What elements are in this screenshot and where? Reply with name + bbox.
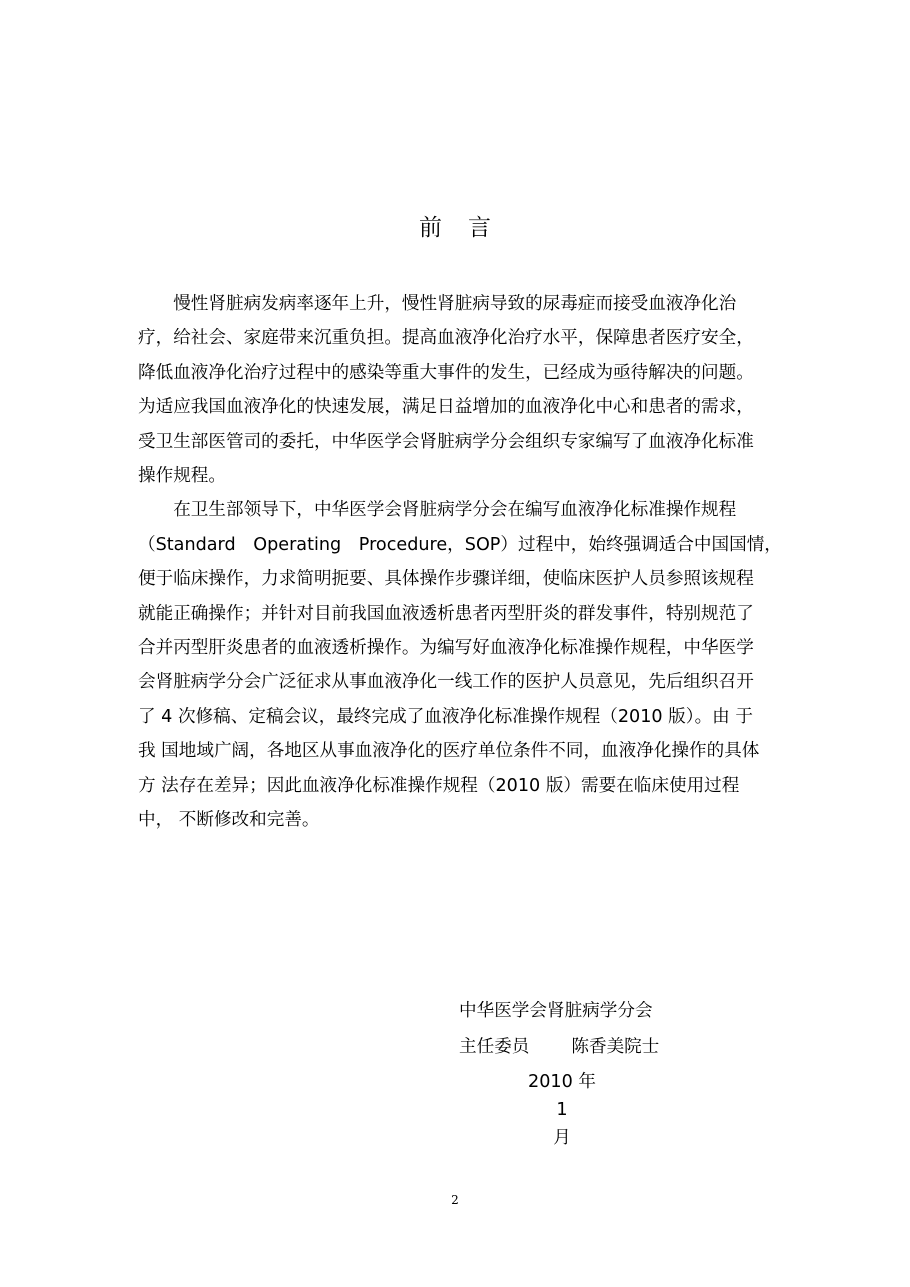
text-line: 我 国地域广阔，各地区从事血液净化的医疗单位条件不同，血液净化操作的具体 (138, 741, 760, 762)
date-line-2: 月 (553, 1128, 571, 1148)
chair-name: 陈香美院士 (571, 1037, 660, 1057)
date-line-1: 2010 年 1 (528, 1072, 596, 1120)
text-line: 了 4 次修稿、定稿会议，最终完成了血液净化标准操作规程（2010 版）。由 于 (138, 706, 753, 727)
text-line: 就能正确操作；并针对目前我国血液透析患者丙型肝炎的群发事件，特别规范了 (138, 603, 754, 624)
text-line: 中， 不断修改和完善。 (138, 810, 320, 831)
title-char-2: 言 (468, 215, 491, 241)
text-line: 为适应我国血液净化的快速发展，满足日益增加的血液净化中心和患者的需求， (138, 397, 754, 418)
title-char-1: 前 (419, 215, 442, 241)
page-title (0, 208, 910, 248)
paragraph-1 (138, 287, 786, 493)
text-line: 会肾脏病学分会广泛征求从事血液净化一线工作的医护人员意见，先后组织召开 (138, 672, 754, 693)
text-line: 合并丙型肝炎患者的血液透析操作。为编写好血液净化标准操作规程，中华医学 (138, 638, 754, 659)
text-line: 受卫生部医管司的委托，中华医学会肾脏病学分会组织专家编写了血液净化标准 (138, 431, 754, 452)
page-number: 2 (451, 1193, 459, 1207)
text-line: 方 法存在差异；因此血液净化标准操作规程（2010 版）需要在临床使用过程 (138, 775, 740, 796)
text-line: 疗，给社会、家庭带来沉重负担。提高血液净化治疗水平，保障患者医疗安全， (138, 328, 754, 349)
paragraph-2 (138, 493, 786, 837)
chair-role: 主任委员 (459, 1037, 530, 1057)
text-line: （Standard Operating Procedure，SOP）过程中，始终强调适合中国国情， (138, 534, 782, 555)
text-line: 慢性肾脏病发病率逐年上升，慢性肾脏病导致的尿毒症而接受血液净化治 (138, 294, 737, 314)
signature-organization: 中华医学会肾脏病学分会 (459, 1001, 653, 1021)
text-line: 降低血液净化治疗过程中的感染等重大事件的发生，已经成为亟待解决的问题。 (138, 362, 754, 383)
text-line: 操作规程。 (138, 466, 226, 487)
text-line: 在卫生部领导下，中华医学会肾脏病学分会在编写血液净化标准操作规程 (138, 500, 737, 521)
text-line: 便于临床操作，力求简明扼要、具体操作步骤详细，使临床医护人员参照该规程 (138, 569, 754, 590)
signature-chair (459, 1030, 669, 1064)
signature-date (520, 1068, 604, 1152)
preface-body (138, 287, 786, 838)
